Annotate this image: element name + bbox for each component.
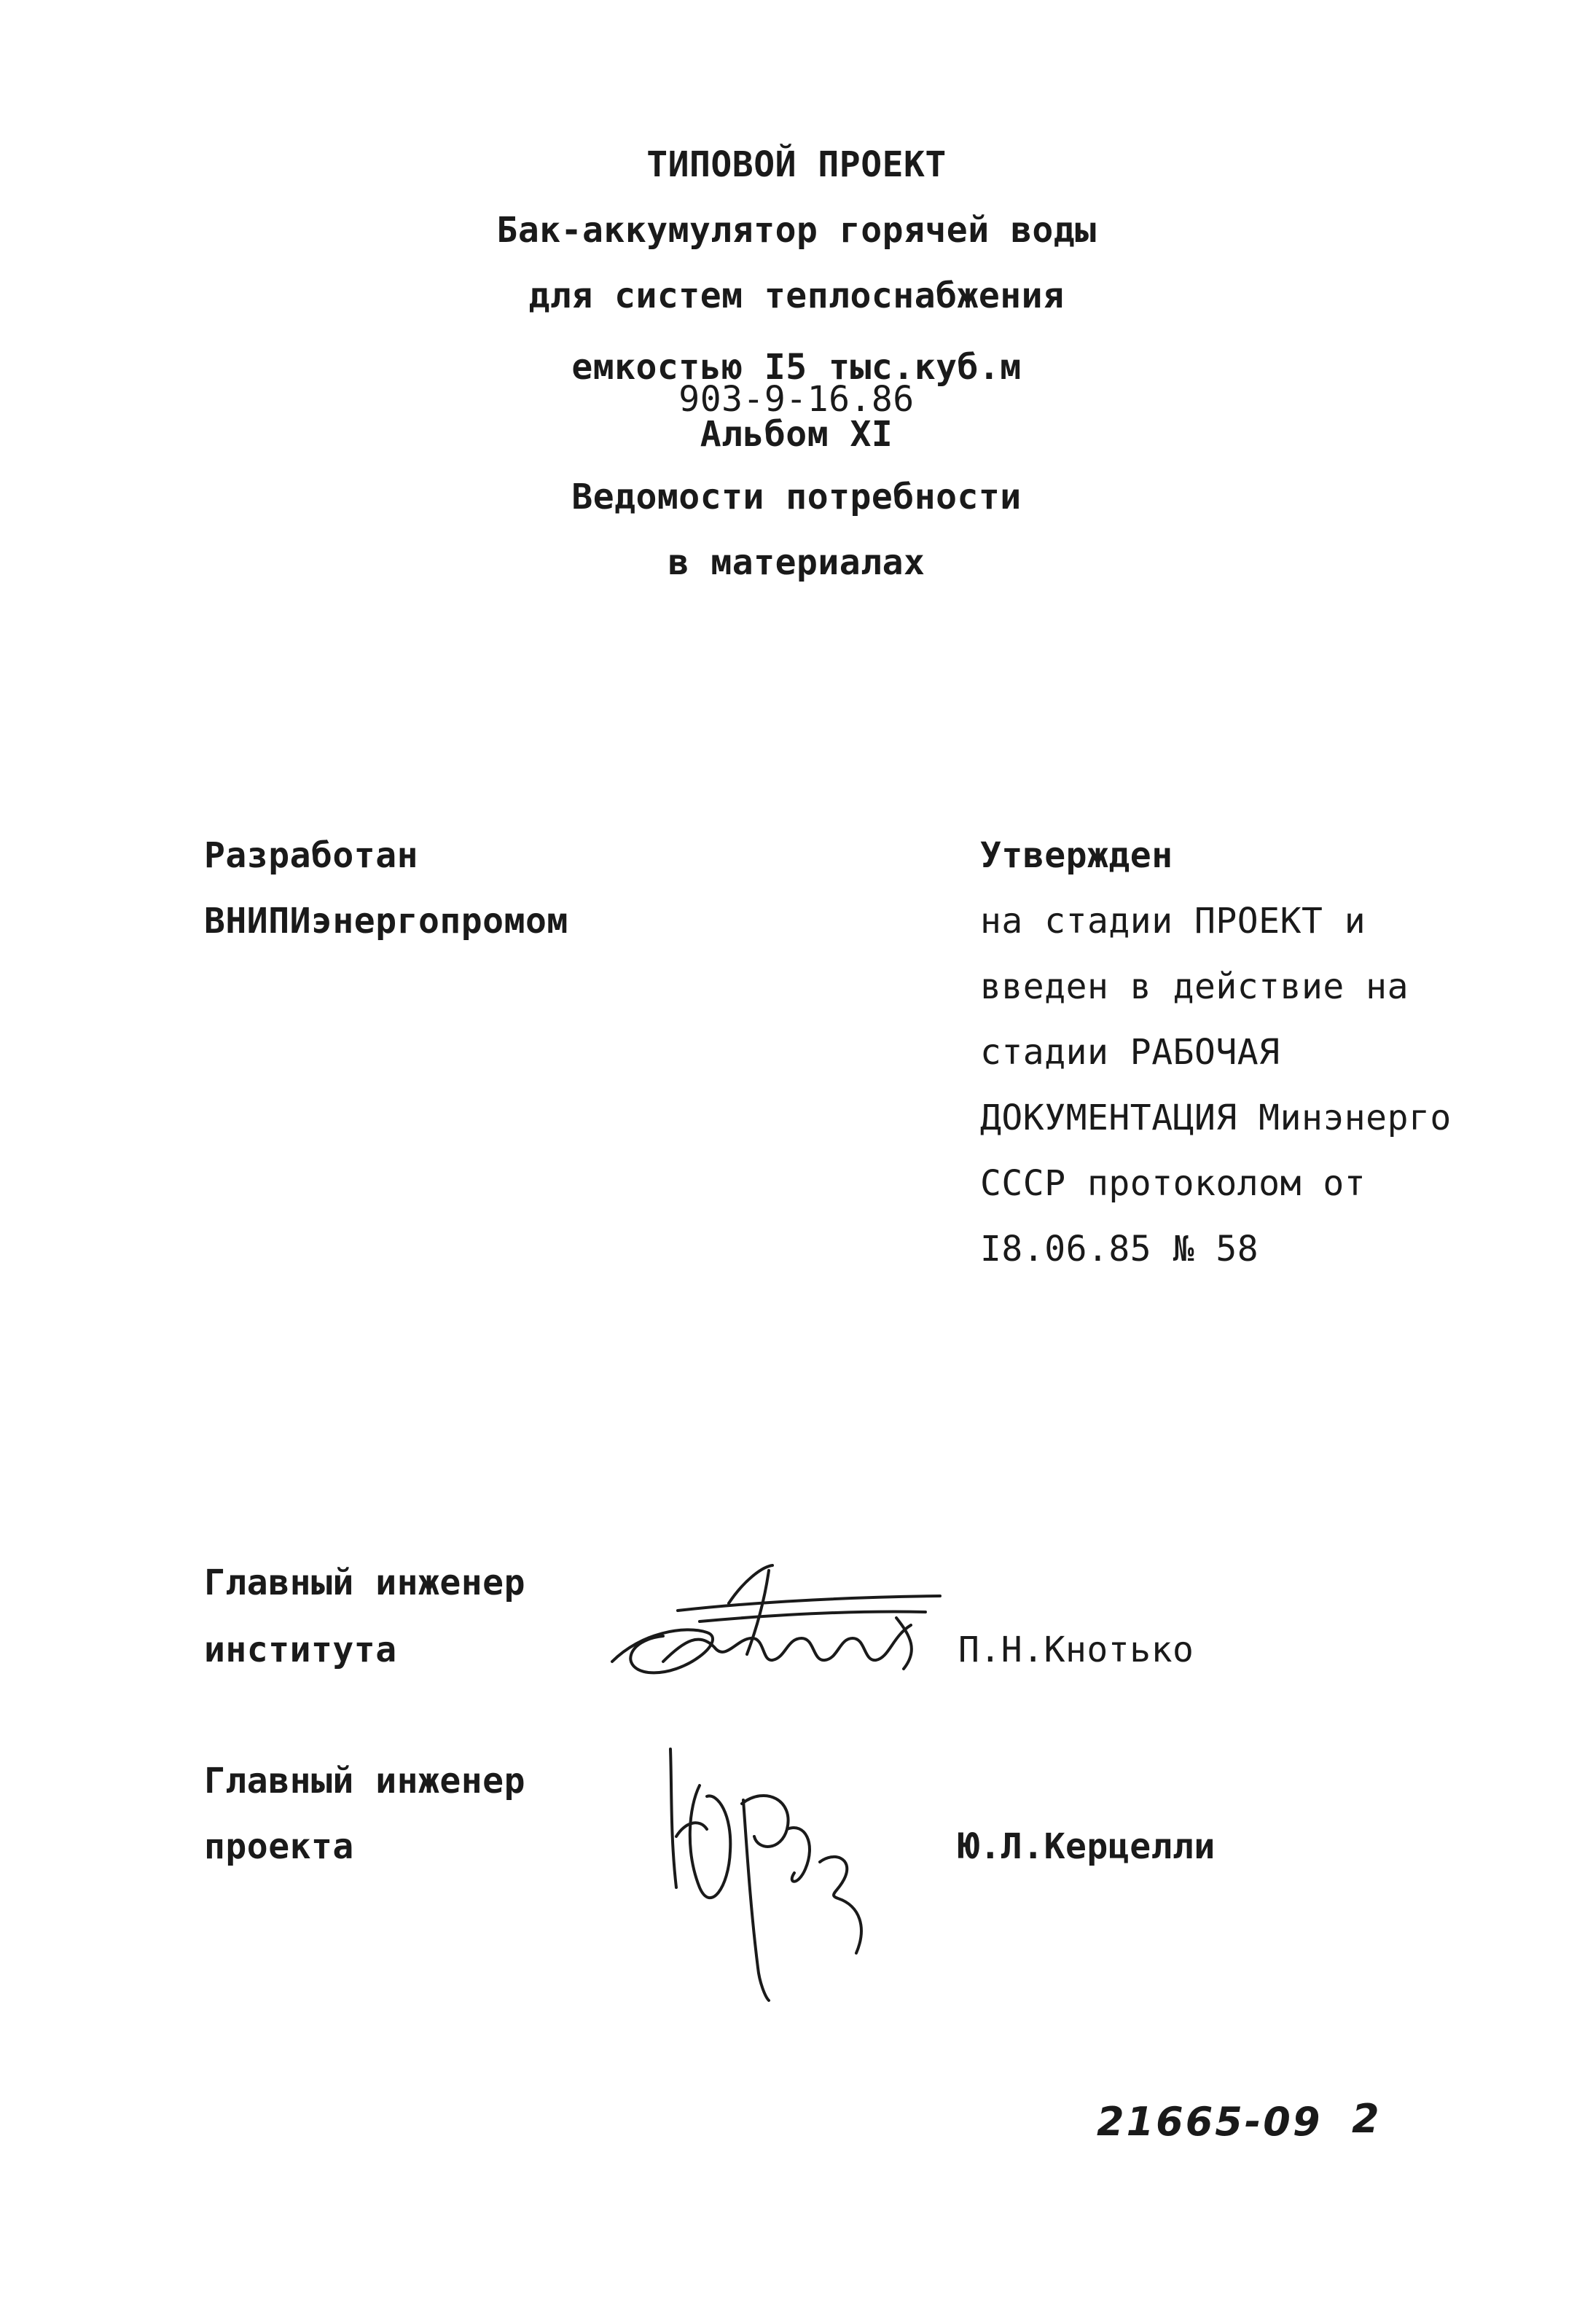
album-number: Альбом XI [700, 414, 893, 455]
signatory-2-role-line1: Главный инженер [204, 1761, 525, 1801]
doc-type-heading: ТИПОВОЙ ПРОЕКТ [646, 144, 947, 185]
page-number: 2 [1352, 2096, 1382, 2142]
approval-line: введен в действие на [980, 966, 1409, 1007]
approval-line: стадии РАБОЧАЯ [980, 1032, 1280, 1073]
signatory-1-role-line1: Главный инженер [204, 1562, 525, 1603]
developer-label: Разработан [204, 835, 418, 876]
signatory-2-name: Ю.Л.Керцелли [958, 1826, 1216, 1867]
project-code: 903-9-16.86 [678, 379, 915, 420]
subtitle-line-1: Ведомости потребности [571, 477, 1022, 517]
title-line-1: Бак-аккумулятор горячей воды [496, 210, 1097, 251]
approval-line: на стадии ПРОЕКТ и [980, 901, 1366, 942]
title-line-3: емкостью I5 тыс.куб.м [571, 347, 1022, 388]
approval-line: ДОКУМЕНТАЦИЯ Минэнерго [980, 1098, 1452, 1138]
signature-knotko [598, 1552, 947, 1698]
developer-org: ВНИПИэнергопромом [204, 901, 568, 942]
approval-line: СССР протоколом от [980, 1163, 1366, 1204]
subtitle-line-2: в материалах [668, 542, 925, 583]
signatory-1-name: П.Н.Кнотько [958, 1629, 1194, 1670]
approval-line: Утвержден [980, 835, 1173, 876]
signature-kertselli [649, 1742, 882, 2004]
signatory-1-role-line2: института [204, 1629, 397, 1670]
title-line-2: для систем теплоснабжения [528, 275, 1065, 316]
approval-line: I8.06.85 № 58 [980, 1229, 1259, 1269]
inventory-number: 21665-09 [1097, 2099, 1323, 2145]
signatory-2-role-line2: проекта [204, 1826, 354, 1867]
